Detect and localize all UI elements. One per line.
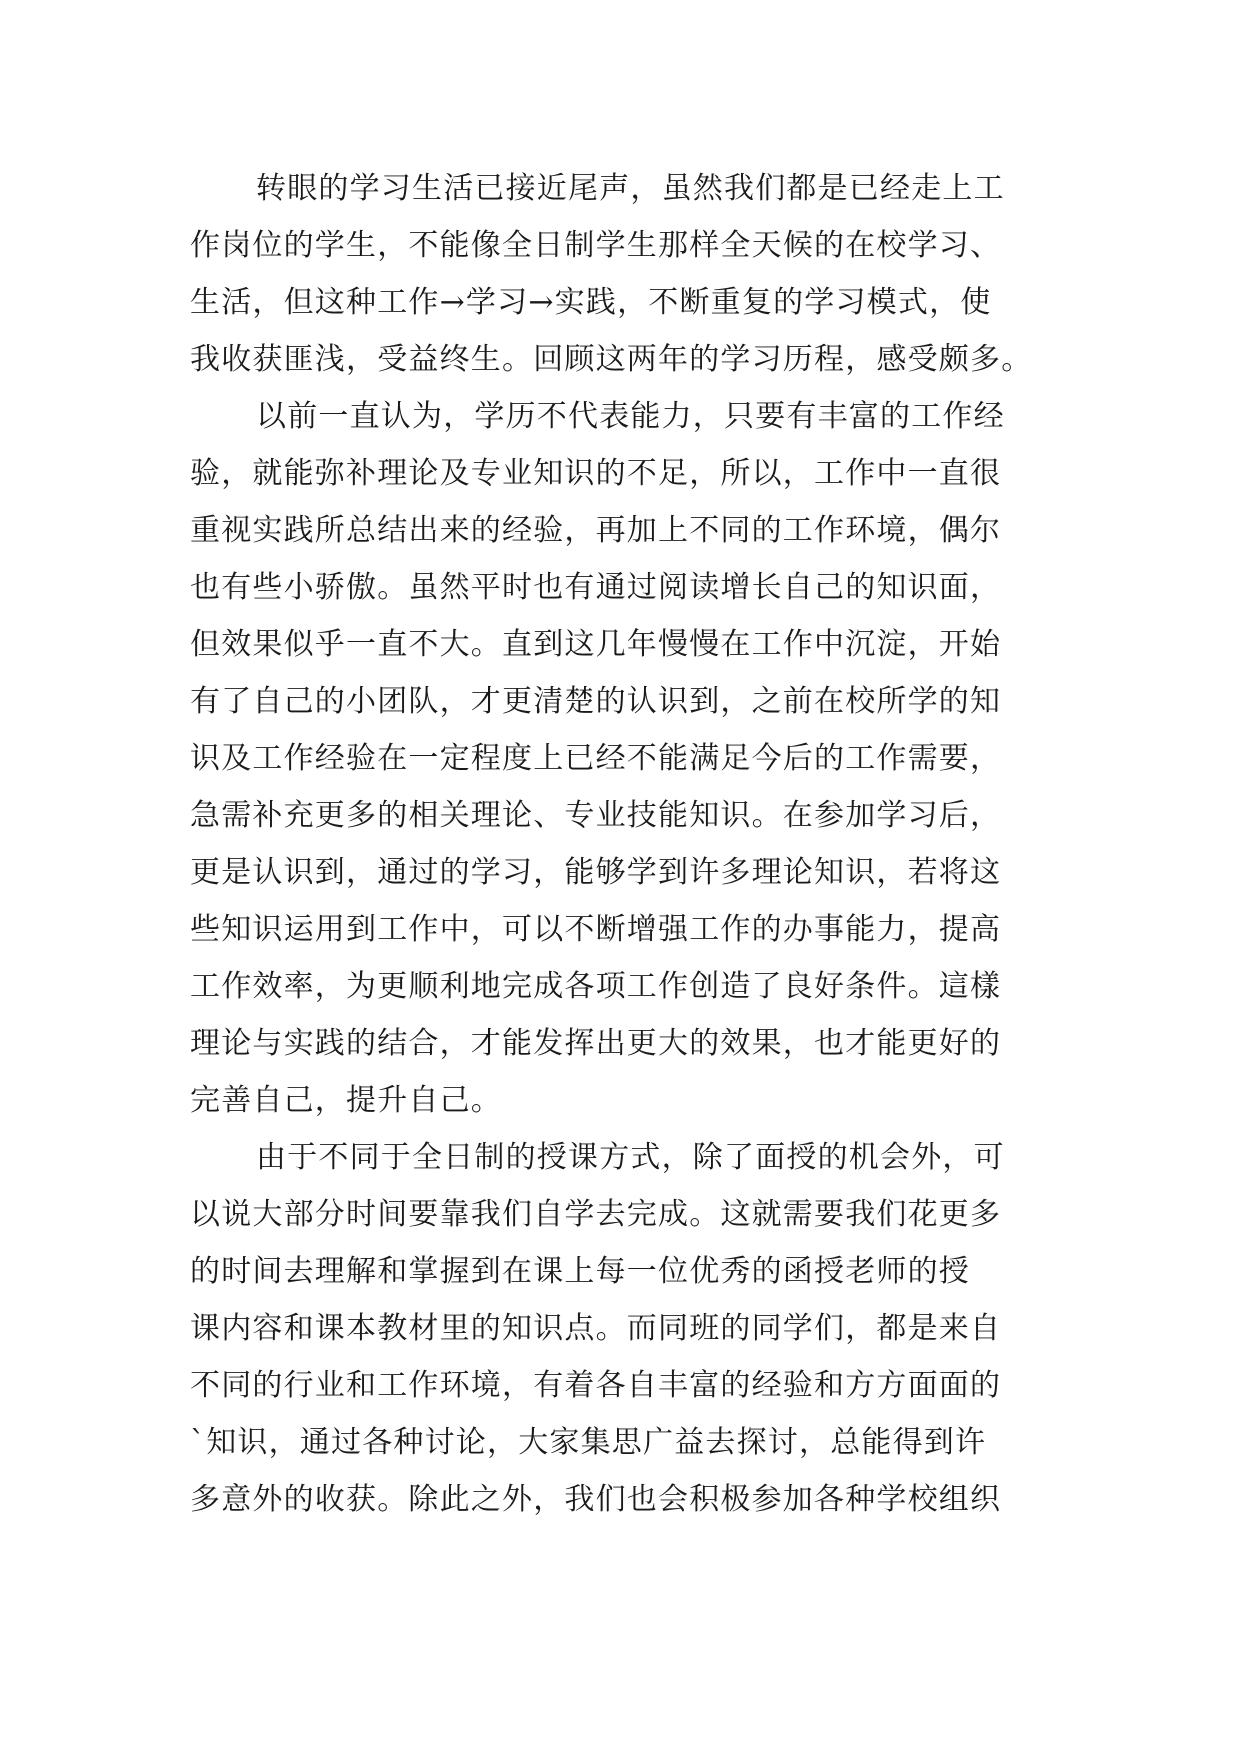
paragraph-2-line-5: 但效果似乎一直不大。直到这几年慢慢在工作中沉淀，开始 [190,627,1002,662]
paragraph-2-line-3: 重视实践所总结出来的经验，再加上不同的工作环境，偶尔 [190,513,1002,548]
paragraph-2-line-10: 些知识运用到工作中，可以不断增强工作的办事能力，提高 [190,912,1002,947]
paragraph-2-line-4: 也有些小骄傲。虽然平时也有通过阅读增长自己的知识面， [190,570,1002,605]
paragraph-2-line-13: 完善自己，提升自己。 [190,1083,502,1118]
paragraph-2-line-2: 验，就能弥补理论及专业知识的不足，所以，工作中一直很 [190,456,1002,491]
paragraph-3-line-1: 由于不同于全日制的授课方式，除了面授的机会外，可 [256,1140,1005,1175]
paragraph-3-line-3: 的时间去理解和掌握到在课上每一位优秀的函授老师的授 [190,1254,970,1289]
paragraph-3-line-2: 以说大部分时间要靠我们自学去完成。这就需要我们花更多 [190,1197,1002,1232]
paragraph-2-line-7: 识及工作经验在一定程度上已经不能满足今后的工作需要， [190,741,1002,776]
paragraph-3-line-5: 不同的行业和工作环境，有着各自丰富的经验和方方面面的 [190,1368,1002,1403]
paragraph-2-line-9: 更是认识到，通过的学习，能够学到许多理论知识，若将这 [190,855,1002,890]
paragraph-3-line-6: `知识，通过各种讨论，大家集思广益去探讨，总能得到许 [190,1425,987,1460]
paragraph-2-line-6: 有了自己的小团队，才更清楚的认识到，之前在校所学的知 [190,684,1002,719]
paragraph-2-line-12: 理论与实践的结合，才能发挥出更大的效果，也才能更好的 [190,1026,1002,1061]
paragraph-3-line-4: 课内容和课本教材里的知识点。而同班的同学们，都是来自 [190,1311,1002,1346]
paragraph-1-line-1: 转眼的学习生活已接近尾声，虽然我们都是已经走上工 [256,171,1005,206]
paragraph-2-line-8: 急需补充更多的相关理论、专业技能知识。在参加学习后， [190,798,1002,833]
paragraph-3-line-7: 多意外的收获。除此之外，我们也会积极参加各种学校组织 [190,1482,1002,1517]
paragraph-2-line-1: 以前一直认为，学历不代表能力，只要有丰富的工作经 [256,399,1005,434]
paragraph-1-line-4: 我收获匪浅，受益终生。回顾这两年的学习历程，感受颇多。 [190,342,1033,377]
paragraph-1-line-2: 作岗位的学生，不能像全日制学生那样全天候的在校学习、 [190,228,1002,263]
paragraph-1-line-3: 生活，但这种工作→学习→实践，不断重复的学习模式，使 [190,285,992,320]
document-body [190,160,1070,1528]
paragraph-2-line-11: 工作效率，为更顺利地完成各项工作创造了良好条件。這樣 [190,969,1002,1004]
